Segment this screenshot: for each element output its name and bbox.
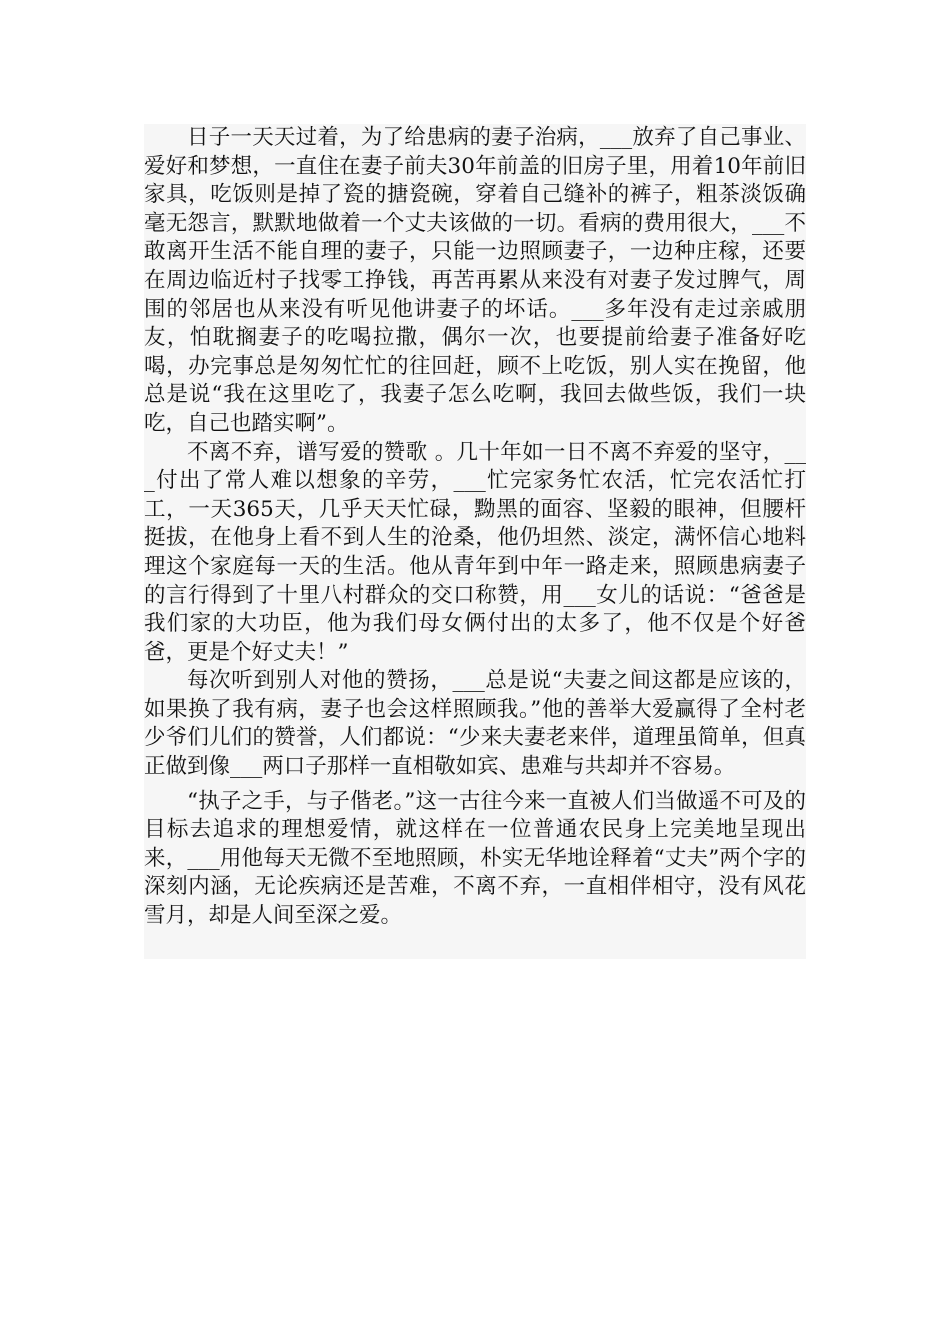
paragraph-4: “执子之手，与子偕老。”这一古往今来一直被人们当做遥不可及的目标去追求的理想爱情，就这样在一位普通农民身上完美地呈现出来，___用他每天无微不至地照顾，朴实无华地诠释着“丈夫”两个字的深刻内涵，无论疾病还是苦难，不离不弃，一直相伴相守，没有风花雪月，却是人间至深之爱。	[144, 788, 806, 929]
paragraph-2: 不离不弃，谱写爱的赞歌 。几十年如一日不离不弃爱的坚守，___付出了常人难以想象的辛劳，___忙完家务忙农活，忙完农活忙打工，一天365天，几乎天天忙碌，黝黑的面容、坚毅的眼神，但腰杆挺拔，在他身上看不到人生的沧桑，他仍坦然、淡定，满怀信心地料理这个家庭每一天的生活。他从青年到中年一路走来，照顾患病妻子的言行得到了十里八村群众的交口称赞，用___女儿的话说：“爸爸是我们家的大功臣，他为我们母女俩付出的太多了，他不仅是个好爸爸，更是个好丈夫！”	[144, 439, 806, 665]
paragraph-3: 每次听到别人对他的赞扬，___总是说“夫妻之间这都是应该的，如果换了我有病，妻子也会这样照顾我。”他的善举大爱赢得了全村老少爷们儿们的赞誉，人们都说：“少来夫妻老来伴，道理虽简单，但真正做到像___两口子那样一直相敬如宾、患难与共却并不容易。	[144, 668, 806, 780]
article-body	[144, 124, 806, 959]
paragraph-1: 日子一天天过着，为了给患病的妻子治病，___放弃了自己事业、爱好和梦想，一直住在妻子前夫30年前盖的旧房子里，用着10年前旧家具，吃饭则是掉了瓷的搪瓷碗，穿着自己缝补的裤子，粗茶淡饭确毫无怨言，默默地做着一个丈夫该做的一切。看病的费用很大，___不敢离开生活不能自理的妻子，只能一边照顾妻子，一边种庄稼，还要在周边临近村子找零工挣钱，再苦再累从来没有对妻子发过脾气，周围的邻居也从来没有听见他讲妻子的坏话。___多年没有走过亲戚朋友，怕耽搁妻子的吃喝拉撒，偶尔一次，也要提前给妻子准备好吃喝，办完事总是匆匆忙忙的往回赶，顾不上吃饭，别人实在挽留，他总是说“我在这里吃了，我妻子怎么吃啊，我回去做些饭，我们一块吃，自己也踏实啊”。	[144, 125, 806, 436]
